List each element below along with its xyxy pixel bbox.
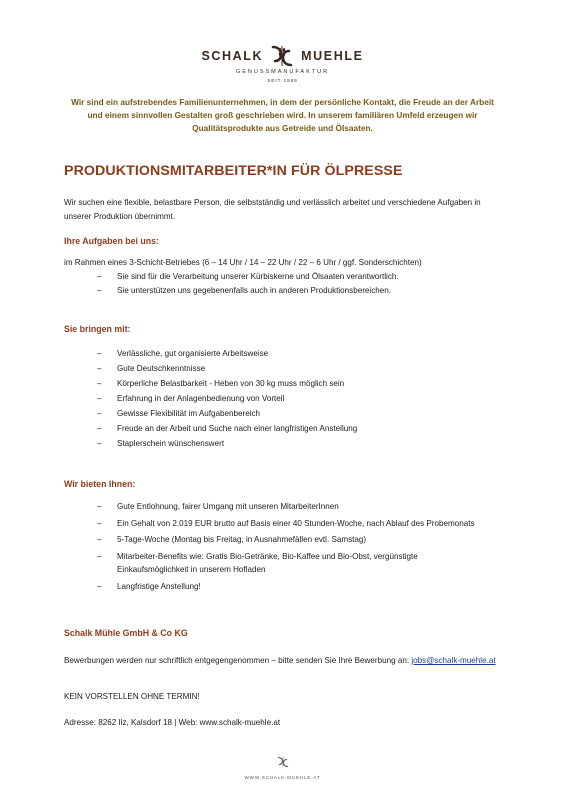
company-logo	[0, 44, 565, 83]
list-item-text: Gute Deutschkenntnisse	[117, 364, 206, 373]
list-item	[97, 406, 507, 421]
page-footer	[0, 755, 565, 780]
list-item-text: Verlässliche, gut organisierte Arbeitsweise	[117, 349, 269, 358]
list-item	[97, 284, 507, 298]
intro-text: Wir sind ein aufstrebendes Familienunternehmen, in dem der persönliche Kontakt, die Freude an der Arbeit und einem sinnvollen Gestalten groß geschrieben wird. In unserem familiären Umfeld erzeugen wir Qualitätsprodukte aus Getreide und Ölsaaten.	[71, 97, 494, 133]
list-item	[97, 517, 487, 531]
address-line: Adresse: 8262 Ilz, Kalsdorf 18 | Web: www.schalk-muehle.at	[64, 718, 281, 727]
list-item	[97, 421, 507, 436]
list-item	[97, 376, 507, 391]
dash-bullet: –	[97, 379, 102, 388]
logo-word-left: SCHALK	[201, 49, 264, 63]
list-item	[97, 580, 487, 594]
dash-bullet: –	[97, 439, 102, 448]
dash-bullet: –	[97, 364, 102, 373]
job-title: PRODUKTIONSMITARBEITER*IN FÜR ÖLPRESSE	[64, 163, 403, 179]
list-item-text: Mitarbeiter-Benefits wie: Gratis Bio-Getränke, Bio-Kaffee und Bio-Obst, vergünstigte Einkaufsmöglichkeit in unserem Hofladen	[117, 551, 418, 574]
list-item-text: Gewisse Flexibilität im Aufgabenbereich	[117, 409, 261, 418]
dash-bullet: –	[97, 518, 102, 528]
wheat-icon	[269, 44, 295, 68]
requirements-list	[97, 346, 507, 451]
dash-bullet: –	[97, 272, 102, 281]
job-description: Wir suchen eine flexible, belastbare Person, die selbstständig und verlässlich arbeitet und verschiedene Aufgaben in unserer Produktion übernimmt.	[64, 198, 481, 221]
dash-bullet: –	[97, 551, 102, 561]
dash-bullet: –	[97, 409, 102, 418]
footer-url: WWW.SCHALK-MUEHLE.AT	[244, 775, 321, 780]
logo-subtitle: GENUSSMANUFAKTUR	[235, 69, 330, 75]
dash-bullet: –	[97, 502, 102, 511]
list-item-text: Sie sind für die Verarbeitung unserer Kürbiskerne und Ölsaaten verantwortlich.	[117, 272, 399, 281]
list-item-text: Ein Gehalt von 2.019 EUR brutto auf Basis einer 40 Stunden-Woche, nach Ablauf des Probemonats	[117, 518, 475, 528]
requirements-heading: Sie bringen mit:	[64, 324, 131, 334]
shift-info: im Rahmen eines 3-Schicht-Betriebes (6 – 14 Uhr / 14 – 22 Uhr / 22 – 6 Uhr / ggf. Sonderschichten)	[64, 258, 422, 267]
list-item	[97, 346, 507, 361]
list-item	[97, 361, 507, 376]
application-text: Bewerbungen werden nur schriftlich entgegengenommen – bitte senden Sie Ihre Bewerbung an:	[64, 656, 410, 665]
list-item-text: Freude an der Arbeit und Suche nach einer langfristigen Anstellung	[117, 424, 358, 433]
wheat-icon	[276, 756, 290, 768]
list-item	[97, 391, 507, 406]
list-item	[97, 500, 487, 514]
list-item-text: Staplerschein wünschenswert	[117, 439, 225, 448]
list-item-text: Gute Entlohnung, fairer Umgang mit unseren MitarbeiterInnen	[117, 502, 339, 511]
list-item	[97, 550, 487, 577]
application-info	[64, 654, 514, 668]
list-item-text: Körperliche Belastbarkeit - Heben von 30 kg muss möglich sein	[117, 379, 345, 388]
list-item-text: Langfristige Anstellung!	[117, 581, 201, 591]
logo-since: SEIT 1889	[267, 78, 298, 83]
list-item-text: Sie unterstützen uns gegebenenfalls auch in anderen Produktionsbereichen.	[117, 285, 392, 295]
list-item-text: Erfahrung in der Anlagenbedienung von Vorteil	[117, 394, 285, 403]
list-item-text: 5-Tage-Woche (Montag bis Freitag, in Ausnahmefällen evtl. Samstag)	[117, 535, 367, 544]
list-item	[97, 270, 507, 284]
offer-heading: Wir bieten Ihnen:	[64, 479, 136, 489]
logo-word-right: MUEHLE	[301, 49, 364, 63]
list-item	[97, 533, 487, 547]
email-link[interactable]: jobs@schalk-muehle.at	[411, 656, 496, 665]
offer-list	[97, 500, 487, 593]
dash-bullet: –	[97, 581, 102, 591]
dash-bullet: –	[97, 535, 102, 544]
tasks-heading: Ihre Aufgaben bei uns:	[64, 236, 159, 246]
dash-bullet: –	[97, 424, 102, 433]
no-visit-note: KEIN VORSTELLEN OHNE TERMIN!	[64, 692, 200, 701]
dash-bullet: –	[97, 285, 102, 295]
dash-bullet: –	[97, 394, 102, 403]
company-name: Schalk Mühle GmbH & Co KG	[64, 628, 188, 638]
dash-bullet: –	[97, 349, 102, 358]
tasks-list	[97, 270, 507, 297]
list-item	[97, 436, 507, 451]
